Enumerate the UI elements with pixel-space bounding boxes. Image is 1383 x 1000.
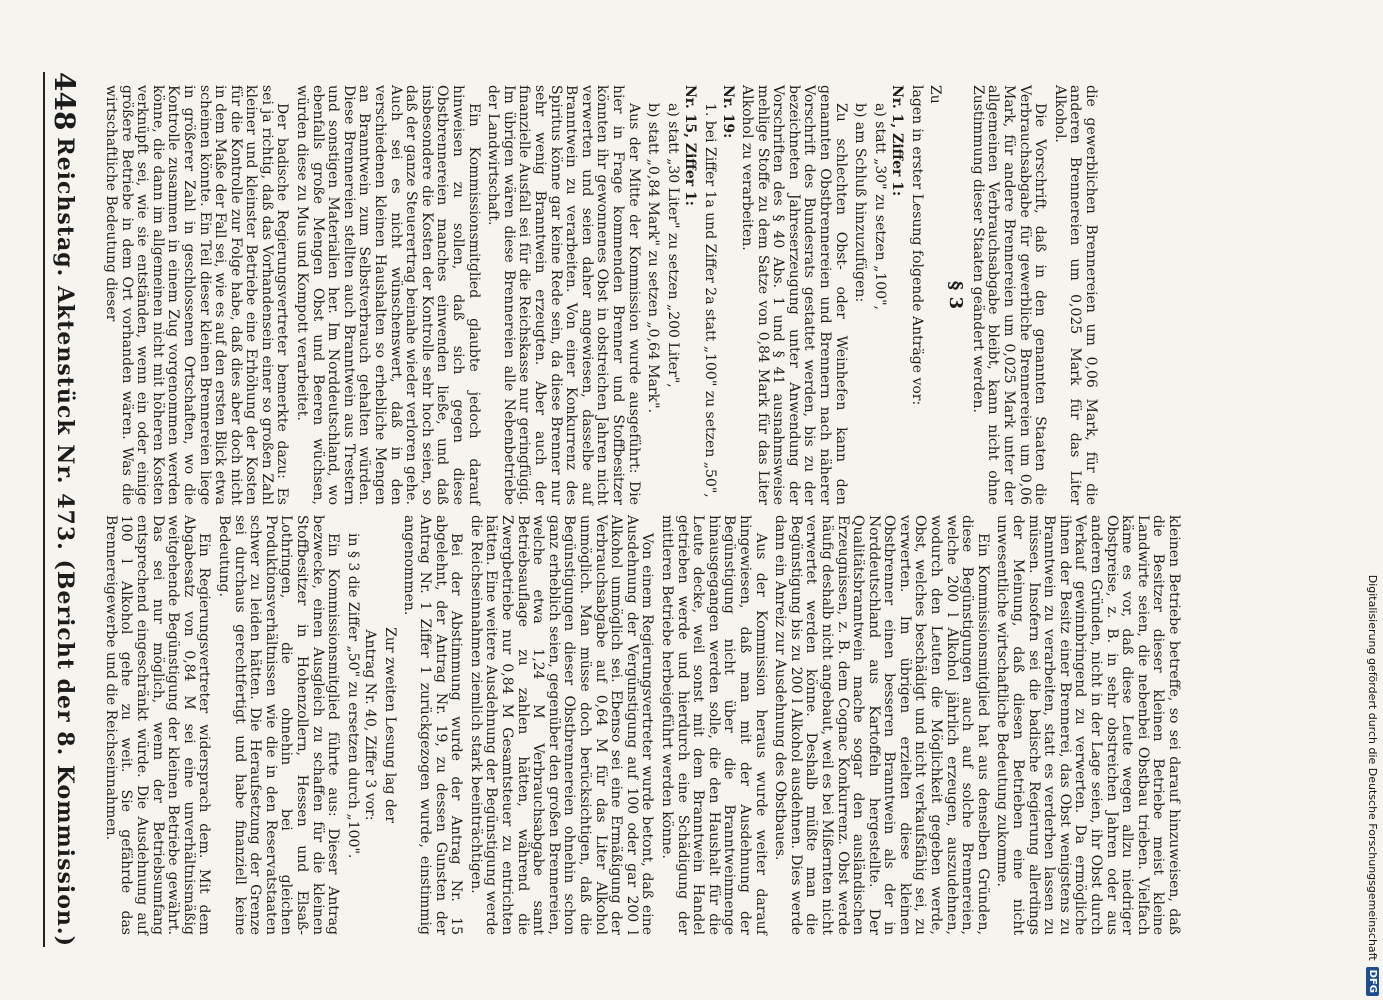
running-title: Reichstag. Aktenstück Nr. 473. (Bericht der 8. Kommission.): [52, 137, 78, 947]
dfg-logo: DFG: [1367, 967, 1380, 996]
motion-item: 1. bei Ziffer 1a und Ziffer 2a statt „100" zu setzen „50",: [701, 103, 718, 498]
motion-label: Nr. 15, Ziffer 1:: [682, 85, 699, 206]
section-heading: § 3: [945, 280, 967, 310]
paragraph: Der badische Regierungsvertreter bemerkte dazu: Es sei ja richtig, daß das Vorhandensein einer so großen Zahl kleiner und kleinster Betriebe eine Erhöhung der Kosten für die Kontrolle zur Folge habe, daß dies aber doch nicht in dem Maße der Fall sei, wie es auf den ersten Blick etwa scheinen könnte. Ein Teil dieser kleinen Brennereien liege in größerer Zahl in geschlossenen Ortschaften, wo die Kontrolle zusammen in einem Zug vorgenommen werden könne, die dann im allgemeinen nicht mit höheren Kosten verknüpft sei, wie sie entständen, wenn ein oder einige größere Betriebe in dem Ort vorhanden wären. Was die wirtschaftliche Bedeutung dieser: [102, 85, 291, 505]
motion-addition: Zu schlechten Obst- oder Weinhefen kann den genannten Obstbrennereien und Brennern nach näherer Vorschrift des Bundesrats gestattet werden, bis zu der bezeichneten Jahreserzeugung unter Anwendung der Vorschriften des § 40 Abs. 1 und § 41 ausnahmsweise mehlige Stoffe zu dem Satze von 0,84 Mark für das Liter Alkohol zu verarbeiten.: [739, 85, 849, 505]
page-header: [43, 72, 85, 947]
paragraph: Aus der Kommission heraus wurde weiter darauf hingewiesen, daß man mit der Ausdehnung der Begünstigung nicht über die Branntweinmenge hinausgegangen werden solle, die den Haushalt für die Leute decke, weil sonst mit dem Branntwein Handel getrieben werde und hierdurch eine Schädigung der mittleren Betriebe herbeigeführt werden könne.: [659, 515, 769, 935]
paragraph: kleinen Betriebe betreffe, so sei darauf hinzuweisen, daß die Besitzer dieser kleinen Betriebe meist kleine Landwirte seien, die nebenbei Obstbau trieben. Vielfach käme es vor, daß diese Leute wegen allzu niedriger Obstpreise, z. B. in sehr obstreichen Jahren oder aus anderen Gründen, nicht in der Lage seien, ihr Obst durch Verkauf gewinnbringend zu verwerten. Da ermögliche ihnen der Besitz einer Brennerei, das Obst wenigstens zu Branntwein zu verarbeiten, statt es verderben lassen zu müssen. Insofern sei die badische Regierung allerdings der Meinung, daß diesen Betrieben eine nicht unwesentliche wirtschaftliche Bedeutung zukomme.: [994, 515, 1182, 935]
motion-item: in § 3 die Ziffer „50" zu ersetzen durch „100".: [344, 533, 361, 859]
paragraph: Ein Kommissionsmitglied glaubte jedoch darauf hinweisen zu sollen, daß sich gegen diese Obstbrennereien manches einwenden ließe, und daß insbesondere die Kosten der Kontrolle sehr hoch seien, so daß der ganze Steuerertrag beinahe wieder verloren gehe. Auch sei es nicht wünschenswert, daß in den verschiedenen kleinen Haushalten so erhebliche Mengen an Branntwein zum Selbstverbrauch gehalten würden. Diese Brennereien stellten auch Branntwein aus Trestern und sonstigen Materialien her. Im Norddeutschland, wo ebenfalls große Mengen Obst und Beeren wüchsen, würden diese zu Mus und Kompott verarbeitet.: [294, 85, 482, 505]
second-reading-intro: Zur zweiten Lesung lag der: [381, 627, 398, 823]
paragraph: Ein Kommissionsmitglied hat aus denselben Gründen, diese Begünstigungen auch auf solche Brennereien, welche 200 l Alkohol jährlich erzeugen, auszudehnen, wodurch den Leuten die Möglichkeit gegeben werde, Obst, welches beschädigt und nicht verkaufsfähig sei, zu verwerten. Im übrigen erzielten diese kleinen Obstbrenner einen besseren Branntwein als der in Norddeutschland aus Kartoffeln hergestellte. Der Qualitätsbranntwein mache sogar den ausländischen Erzeugnissen, z. B. dem Cognac Konkurrenz. Obst werde häufig deshalb nicht angebaut, weil es bei Mißernten nicht verwertet werden könne. Deshalb müßte man die Begünstigung bis zu 200 l Alkohol ausdehnen. Dies werde dann ein Anreiz zur Ausdehnung des Obstbaues.: [772, 515, 991, 935]
page-footer: [1363, 0, 1383, 1000]
paragraph: Bei der Abstimmung wurde der Antrag Nr. 15 abgelehnt, der Antrag Nr. 19, zu dessen Gunsten der Antrag Nr. 1 Ziffer 1 zurückgezogen wurde, einstimmig angenommen.: [401, 515, 465, 935]
paragraph: Ein Regierungsvertreter widersprach dem. Mit dem Abgabesatz von 0,84 M sei eine unverhältnismäßig weitgehende Begünstigung der kleinen Betriebe gewährt. Das sei nur möglich, wenn der Betriebsumfang entsprechend eingeschränkt würde. Die Ausdehnung auf 100 l Alkohol gehe zu weit. Sie gefährde das Brennereigewerbe und die Reichseinnahmen.: [102, 515, 213, 935]
right-column: [98, 515, 1181, 935]
page-number: 448: [48, 72, 82, 131]
paragraph: die gewerblichen Brennereien um 0,06 Mark, für die anderen Brennereien um 0,025 Mark für das Liter Alkohol.: [1051, 85, 1099, 505]
motion-label: Nr. 19:: [719, 85, 736, 139]
second-reading-motion: Antrag Nr. 40, Ziffer 3 vor:: [362, 629, 379, 821]
left-column: [98, 85, 1098, 505]
paragraph: Ein Kommissionsmitglied führte aus: Dieser Antrag bezwecke, einen Ausgleich zu schaffen für die kleinen Stoffbesitzer in Hohenzollern, Hessen und Elsaß-Lothringen, die ohnehin bei gleichen Produktionsverhältnissen wie die in den Reservatstaaten schwer zu leiden hätten. Die Heraufsetzung der Grenze sei durchaus gerechtfertigt und habe finanziell keine Bedeutung.: [215, 515, 342, 935]
paragraph: lagen in erster Lesung folgende Anträge vor:: [909, 85, 926, 406]
motion-item: a) statt „30" zu setzen „100",: [871, 103, 888, 311]
motion-label: Nr. 1, Ziffer 1:: [889, 85, 906, 197]
motion-item: a) statt „30 Liter" zu setzen „200 Liter",: [664, 103, 681, 388]
zu-label: Zu: [926, 85, 943, 104]
paragraph: Von einem Regierungsvertreter wurde betont, daß eine Ausdehnung der Vergünstigung auf 100 oder gar 200 l Alkohol unmöglich sei. Ebenso sei eine Ermäßigung der Verbrauchsabgabe auf 0,64 M für das Liter Alkohol unmöglich. Man müsse doch berücksichtigen, daß die Begünstigungen dieser Obstbrennereien ohnehin schon ganz erheblich seien, gegenüber den großen Brennereien, welche etwa 1,24 M Verbrauchsabgabe samt Betriebsauflage zu zahlen hätten, während die Zwergbetriebe nur 0,84 M Gesamtsteuer zu entrichten hätten. Eine weitere Ausdehnung der Begünstigung werde die Reichseinnahmen ziemlich stark beeinträchtigen.: [467, 515, 656, 935]
paragraph: Die Vorschrift, daß in den genannten Staaten die Verbrauchsabgabe für gewerbliche Brennereien um 0,06 Mark, für andere Brennereien um 0,025 Mark unter der allgemeinen Verbrauchsabgabe bleibt, kann nicht ohne Zustimmung dieser Staaten geändert werden.: [969, 85, 1049, 505]
motion-item: b) statt „0,84 Mark" zu setzen „0,64 Mark".: [645, 103, 662, 414]
motion-item: b) am Schluß hinzuzufügen:: [852, 103, 869, 303]
footer-text: Digitalisierung gefördert durch die Deutsche Forschungsgemeinschaft: [1366, 574, 1380, 961]
paragraph: Aus der Mitte der Kommission wurde ausgeführt: Die hier in Frage kommenden Brenner und Stoffbesitzer könnten ihr gewonnenes Obst in obstreichen Jahren nicht verwerten und seien daher angewiesen, dasselbe auf Branntwein zu verarbeiten. Von einer Konkurrenz des Spiritus könne gar keine Rede sein, da diese Brenner nur sehr wenig Branntwein erzeugten. Aber auch der finanzielle Ausfall sei für die Reichskasse nur geringfügig. Im übrigen wären diese Brennereien alle Nebenbetriebe der Landwirtschaft.: [485, 85, 642, 505]
